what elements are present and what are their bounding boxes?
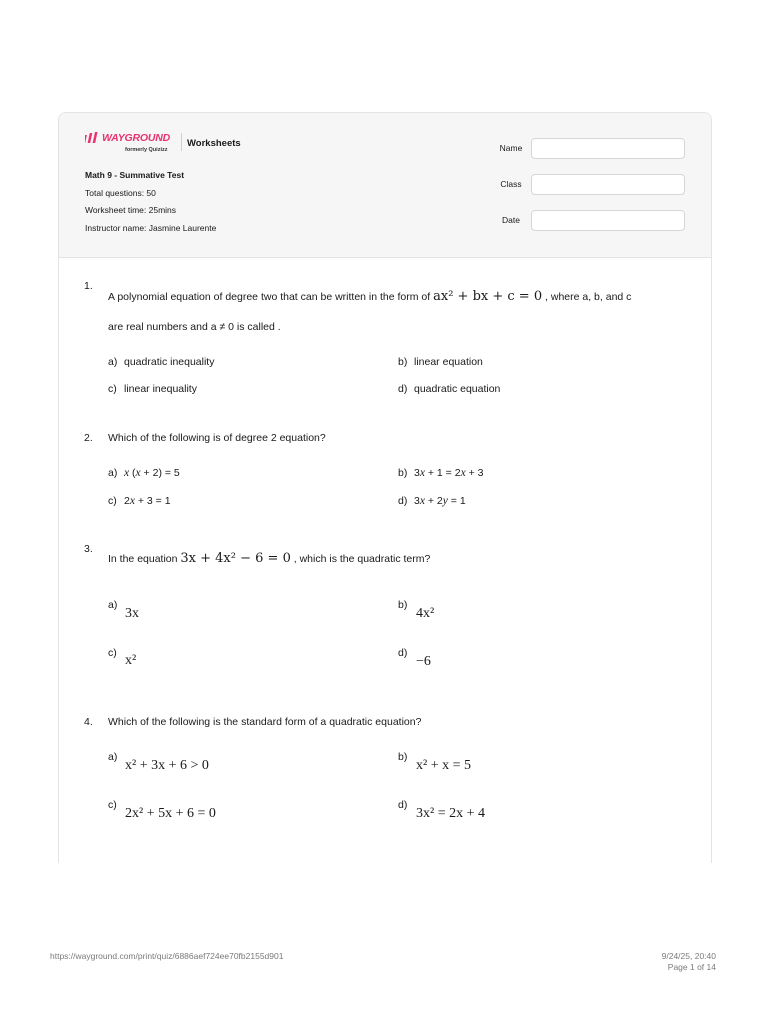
option-a-letter: a) — [108, 751, 118, 763]
option-b[interactable]: 4x² — [416, 606, 435, 621]
math-variable: x — [419, 467, 425, 479]
option-text: + 3 — [465, 467, 484, 479]
question-number: 3. — [84, 543, 93, 555]
option-c[interactable]: 2x² + 5x + 6 = 0 — [125, 806, 216, 821]
option-b-letter: b) — [398, 599, 408, 611]
question-3 — [84, 543, 684, 673]
footer-datetime: 9/24/25, 20:40 — [661, 951, 716, 961]
question-number: 1. — [84, 280, 93, 292]
test-title: Math 9 - Summative Test — [85, 170, 185, 180]
worksheet-time: Worksheet time: 25mins — [85, 205, 177, 215]
worksheet-header — [59, 113, 711, 258]
option-letter: a) — [108, 467, 118, 479]
wayground-logo-icon — [85, 132, 101, 144]
question-4 — [84, 716, 684, 826]
option-a-letter: a) — [108, 599, 118, 611]
option-b[interactable] — [398, 356, 483, 368]
question-number: 4. — [84, 716, 93, 728]
total-questions: Total questions: 50 — [85, 188, 156, 198]
question-math: ax² + bx + c = 0 — [433, 289, 543, 304]
question-text-part: A polynomial equation of degree two that can be written in the form of — [108, 291, 431, 303]
instructor-name: Instructor name: Jasmine Laurente — [85, 223, 217, 233]
footer-page-number: Page 1 of 14 — [667, 962, 716, 972]
option-a[interactable]: 3x — [125, 606, 139, 621]
question-text-continued: are real numbers and a ≠ 0 is called . — [108, 321, 281, 333]
option-text: ( — [129, 467, 136, 479]
option-text: + 3 = 1 — [134, 495, 171, 507]
option-d[interactable] — [398, 495, 466, 507]
date-label: Date — [502, 215, 520, 225]
option-letter: b) — [398, 467, 408, 479]
footer-url: https://wayground.com/print/quiz/6886aef724ee70fb2155d901 — [50, 951, 284, 961]
name-label: Name — [499, 143, 523, 153]
option-c[interactable]: x² — [125, 653, 137, 668]
option-a[interactable] — [108, 467, 180, 479]
option-text: linear equation — [414, 356, 483, 368]
math-variable: x — [460, 467, 466, 479]
option-letter: c) — [108, 383, 117, 395]
option-letter: c) — [108, 495, 117, 507]
question-text: Which of the following is of degree 2 equation? — [108, 432, 326, 444]
math-variable: x — [124, 467, 130, 479]
brand-subtitle: formerly Quizizz — [125, 147, 168, 153]
option-text: linear inequality — [124, 383, 197, 395]
option-letter: b) — [398, 356, 408, 368]
option-c-letter: c) — [108, 647, 117, 659]
option-c[interactable] — [108, 495, 171, 507]
question-text-part: , where a, b, and c — [545, 291, 632, 303]
question-text — [108, 289, 631, 304]
math-variable: y — [442, 495, 448, 507]
option-d-letter: d) — [398, 799, 408, 811]
math-variable: x — [129, 495, 135, 507]
option-b[interactable] — [398, 467, 484, 479]
option-text: = 1 — [447, 495, 466, 507]
question-text-part: In the equation — [108, 553, 178, 565]
option-letter: a) — [108, 356, 118, 368]
class-label: Class — [500, 179, 522, 189]
question-text: Which of the following is the standard form of a quadratic equation? — [108, 716, 422, 728]
option-text: 3 — [414, 495, 420, 507]
wayground-logo — [85, 132, 177, 156]
question-number: 2. — [84, 432, 93, 444]
option-text: + 1 = 2 — [424, 467, 461, 479]
footer-page-info — [662, 951, 716, 973]
option-c[interactable] — [108, 383, 197, 395]
option-a[interactable]: x² + 3x + 6 > 0 — [125, 758, 209, 773]
logo-divider — [181, 133, 182, 151]
option-c-letter: c) — [108, 799, 117, 811]
date-field[interactable] — [531, 210, 685, 231]
option-b-letter: b) — [398, 751, 408, 763]
option-a[interactable] — [108, 356, 214, 368]
option-d[interactable] — [398, 383, 500, 395]
option-text: + 2) = 5 — [140, 467, 180, 479]
option-text: + 2 — [424, 495, 443, 507]
option-d[interactable]: 3x² = 2x + 4 — [416, 806, 485, 821]
name-field[interactable] — [531, 138, 685, 159]
question-1 — [84, 280, 684, 410]
math-variable: x — [135, 467, 141, 479]
option-d-letter: d) — [398, 647, 408, 659]
option-text: 2 — [124, 495, 130, 507]
class-field[interactable] — [531, 174, 685, 195]
question-2 — [84, 432, 684, 512]
brand-name: WAYGROUND — [102, 132, 171, 144]
question-math: 3x + 4x² − 6 = 0 — [180, 551, 291, 566]
question-text — [108, 551, 430, 566]
option-letter: d) — [398, 495, 408, 507]
question-text-part: , which is the quadratic term? — [293, 553, 431, 565]
option-text: 3 — [414, 467, 420, 479]
option-text: quadratic equation — [414, 383, 501, 395]
option-b[interactable]: x² + x = 5 — [416, 758, 471, 773]
option-text: quadratic inequality — [124, 356, 215, 368]
math-variable: x — [419, 495, 425, 507]
option-d[interactable]: −6 — [416, 654, 431, 669]
product-label: Worksheets — [187, 138, 241, 149]
option-letter: d) — [398, 383, 408, 395]
